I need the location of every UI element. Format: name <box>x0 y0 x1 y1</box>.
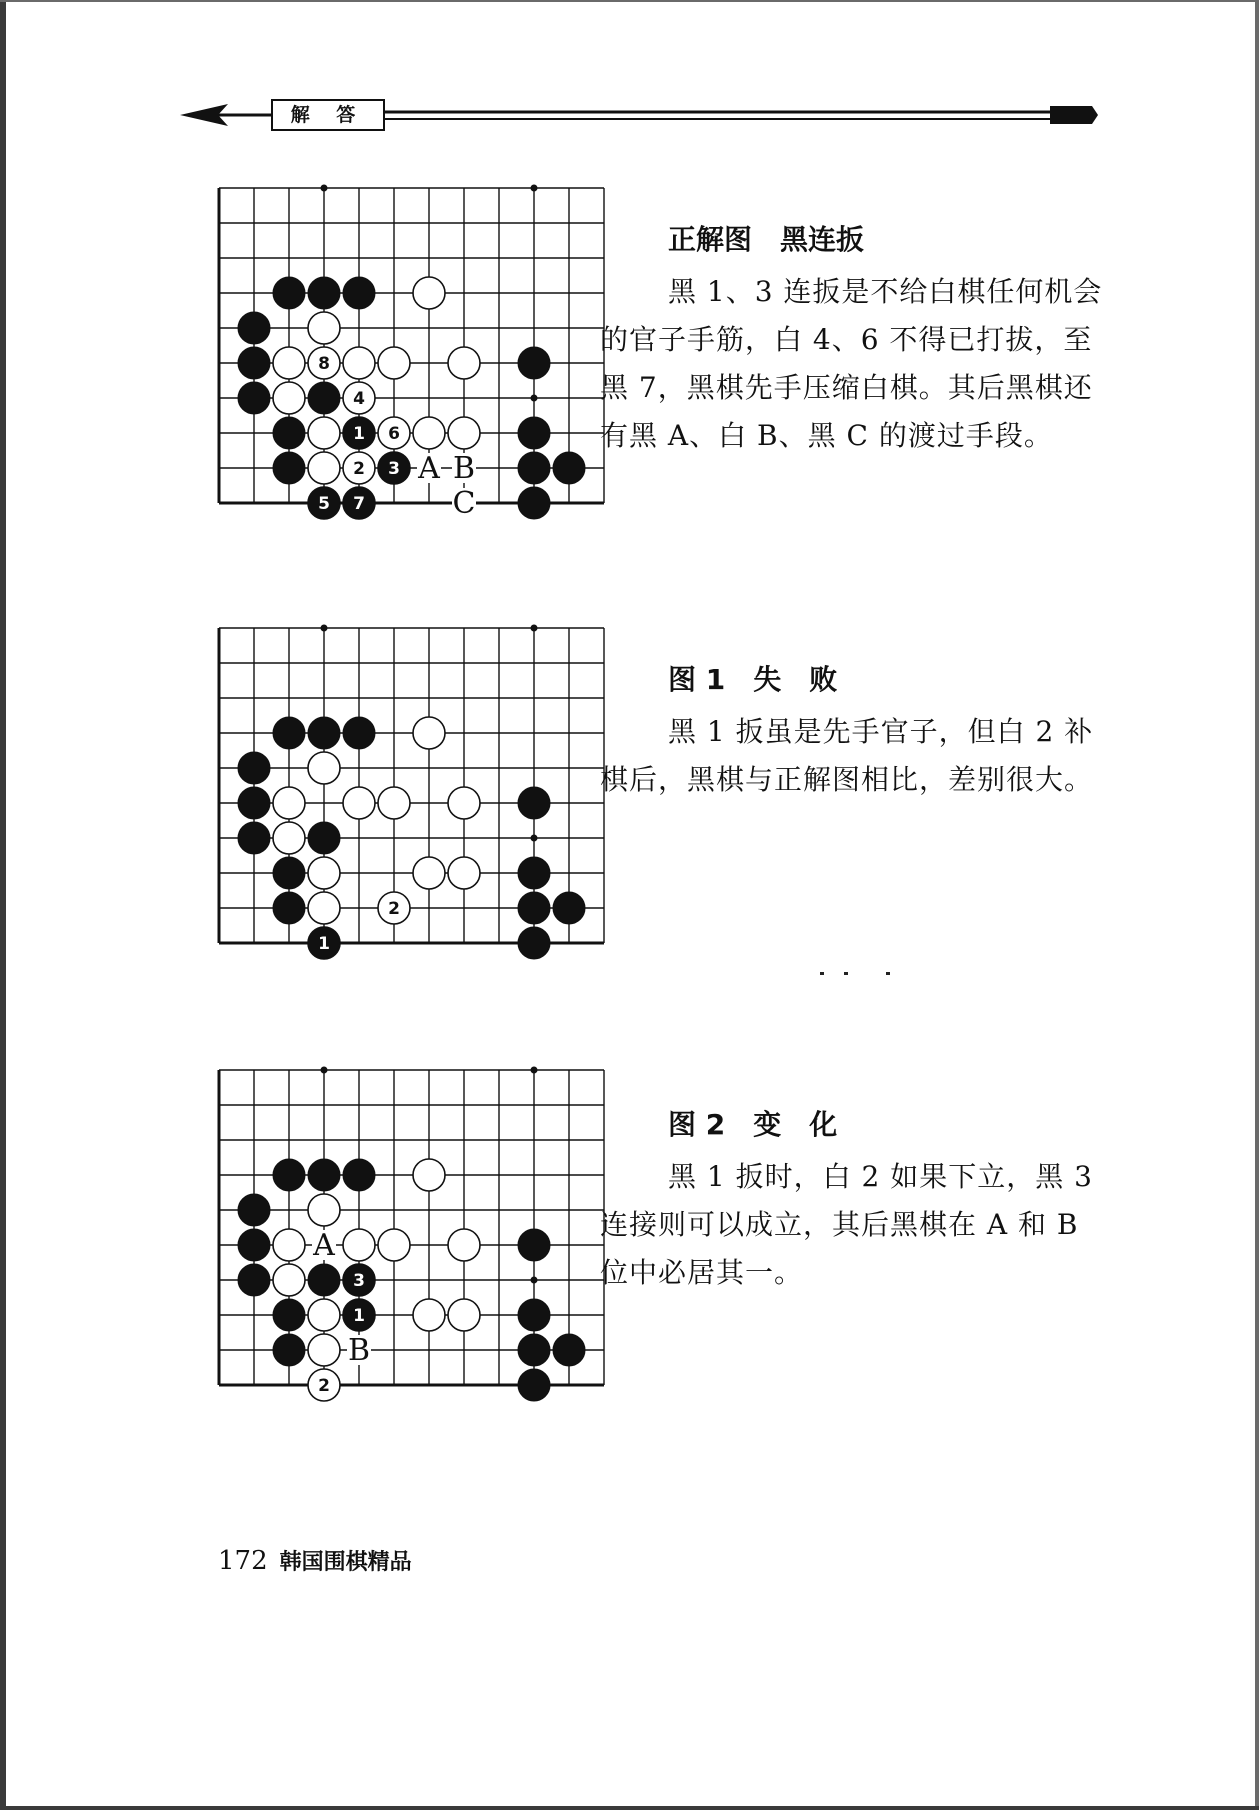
star-point <box>531 1067 538 1074</box>
white-stone <box>448 417 480 449</box>
white-stone <box>308 452 340 484</box>
white-stone <box>273 382 305 414</box>
white-stone <box>413 717 445 749</box>
move-number: 3 <box>353 1271 365 1291</box>
black-stone <box>273 1299 305 1331</box>
black-stone <box>273 277 305 309</box>
black-stone <box>343 277 375 309</box>
black-stone <box>273 717 305 749</box>
black-stone <box>308 717 340 749</box>
page-frame-right <box>1255 0 1259 1810</box>
white-stone <box>413 1299 445 1331</box>
book-title: 韩国围棋精品 <box>279 1550 412 1575</box>
white-stone <box>308 892 340 924</box>
black-stone <box>343 717 375 749</box>
black-stone <box>273 452 305 484</box>
black-stone <box>518 787 550 819</box>
white-stone <box>343 787 375 819</box>
black-stone <box>273 1334 305 1366</box>
black-stone <box>273 857 305 889</box>
black-stone <box>518 1334 550 1366</box>
section-variation <box>600 1103 1110 1297</box>
white-stone <box>413 417 445 449</box>
chapter-header <box>180 90 1100 140</box>
white-stone <box>343 347 375 379</box>
white-stone <box>343 1229 375 1261</box>
move-number: 1 <box>353 1306 365 1326</box>
header-label: 解 答 <box>290 104 366 126</box>
white-stone <box>378 787 410 819</box>
go-diagram-variation <box>205 1062 605 1422</box>
black-stone <box>553 452 585 484</box>
black-stone <box>518 1369 550 1401</box>
black-stone <box>308 382 340 414</box>
black-stone <box>238 752 270 784</box>
section-correct <box>600 218 1110 460</box>
white-stone <box>413 857 445 889</box>
black-stone <box>238 822 270 854</box>
section-failure <box>600 658 1110 804</box>
move-number: 1 <box>318 934 330 954</box>
star-point <box>321 1067 328 1074</box>
move-number: 8 <box>318 354 330 374</box>
move-number: 2 <box>318 1376 330 1396</box>
white-stone <box>273 347 305 379</box>
white-stone <box>273 822 305 854</box>
page-frame-top <box>0 0 1259 2</box>
move-number: 6 <box>388 424 400 444</box>
board-grid <box>219 628 604 943</box>
white-stone <box>308 857 340 889</box>
print-speck <box>820 971 900 977</box>
white-stone <box>308 1194 340 1226</box>
move-number: 2 <box>353 459 365 479</box>
star-point <box>321 625 328 632</box>
move-number: 7 <box>353 494 365 514</box>
board-grid <box>219 188 604 503</box>
black-stone <box>238 347 270 379</box>
board-grid <box>219 1070 604 1385</box>
black-stone <box>308 1264 340 1296</box>
black-stone <box>553 892 585 924</box>
move-number: 4 <box>353 389 365 409</box>
black-stone <box>238 1194 270 1226</box>
black-stone <box>238 787 270 819</box>
black-stone <box>553 1334 585 1366</box>
white-stone <box>273 787 305 819</box>
white-stone <box>378 1229 410 1261</box>
section-title: 图 1 失 败 <box>668 663 838 696</box>
white-stone <box>448 857 480 889</box>
black-stone <box>518 892 550 924</box>
point-label: A <box>313 1228 335 1263</box>
point-label: B <box>347 1333 371 1368</box>
white-stone <box>448 347 480 379</box>
white-stone <box>378 347 410 379</box>
point-label: B <box>452 451 476 486</box>
page-number: 172 <box>218 1546 268 1576</box>
white-stone <box>308 417 340 449</box>
black-stone <box>273 1159 305 1191</box>
star-point <box>531 1277 538 1284</box>
black-stone <box>238 1229 270 1261</box>
move-number: 2 <box>388 899 400 919</box>
section-body: 黑 1 扳时，白 2 如果下立，黑 3 连接则可以成立，其后黑棋在 A 和 B 位中必居其一。 <box>600 1160 1093 1289</box>
move-number: 3 <box>388 459 400 479</box>
go-diagram-failure <box>205 620 605 980</box>
black-stone <box>238 382 270 414</box>
black-stone <box>308 822 340 854</box>
go-board <box>205 620 605 980</box>
star-point <box>531 395 538 402</box>
black-stone <box>308 277 340 309</box>
white-stone <box>308 1299 340 1331</box>
white-stone <box>273 1229 305 1261</box>
section-title: 正解图 黑连扳 <box>668 223 865 256</box>
black-stone <box>518 927 550 959</box>
black-stone <box>343 1159 375 1191</box>
white-stone <box>448 1229 480 1261</box>
white-stone <box>448 1299 480 1331</box>
star-point <box>531 185 538 192</box>
white-stone <box>308 312 340 344</box>
black-stone <box>518 452 550 484</box>
section-body: 黑 1 扳虽是先手官子，但白 2 补棋后，黑棋与正解图相比，差别很大。 <box>600 715 1094 796</box>
black-stone <box>238 1264 270 1296</box>
black-stone <box>518 1229 550 1261</box>
section-title: 图 2 变 化 <box>668 1108 838 1141</box>
star-point <box>321 185 328 192</box>
black-stone <box>308 1159 340 1191</box>
section-body: 黑 1、3 连扳是不给白棋任何机会的官子手筋，白 4、6 不得已打拔，至黑 7，黑棋先手压缩白棋。其后黑棋还有黑 A、白 B、黑 C 的渡过手段。 <box>600 275 1103 452</box>
black-stone <box>273 892 305 924</box>
black-stone <box>518 417 550 449</box>
white-stone <box>308 752 340 784</box>
black-stone <box>273 417 305 449</box>
black-stone <box>518 1299 550 1331</box>
black-stone <box>518 347 550 379</box>
white-stone <box>413 277 445 309</box>
move-number: 5 <box>318 494 330 514</box>
black-stone <box>518 857 550 889</box>
go-board <box>205 1062 605 1422</box>
page-frame-bottom <box>0 1806 1259 1810</box>
move-number: 1 <box>353 424 365 444</box>
white-stone <box>308 1334 340 1366</box>
go-diagram-correct <box>205 180 605 540</box>
point-label: C <box>452 486 476 521</box>
star-point <box>531 835 538 842</box>
go-board <box>205 180 605 540</box>
white-stone <box>413 1159 445 1191</box>
black-stone <box>238 312 270 344</box>
star-point <box>531 625 538 632</box>
page-frame-left <box>0 0 6 1810</box>
white-stone <box>273 1264 305 1296</box>
black-stone <box>518 487 550 519</box>
point-label: A <box>418 451 440 486</box>
page-footer <box>218 1545 412 1576</box>
white-stone <box>448 787 480 819</box>
